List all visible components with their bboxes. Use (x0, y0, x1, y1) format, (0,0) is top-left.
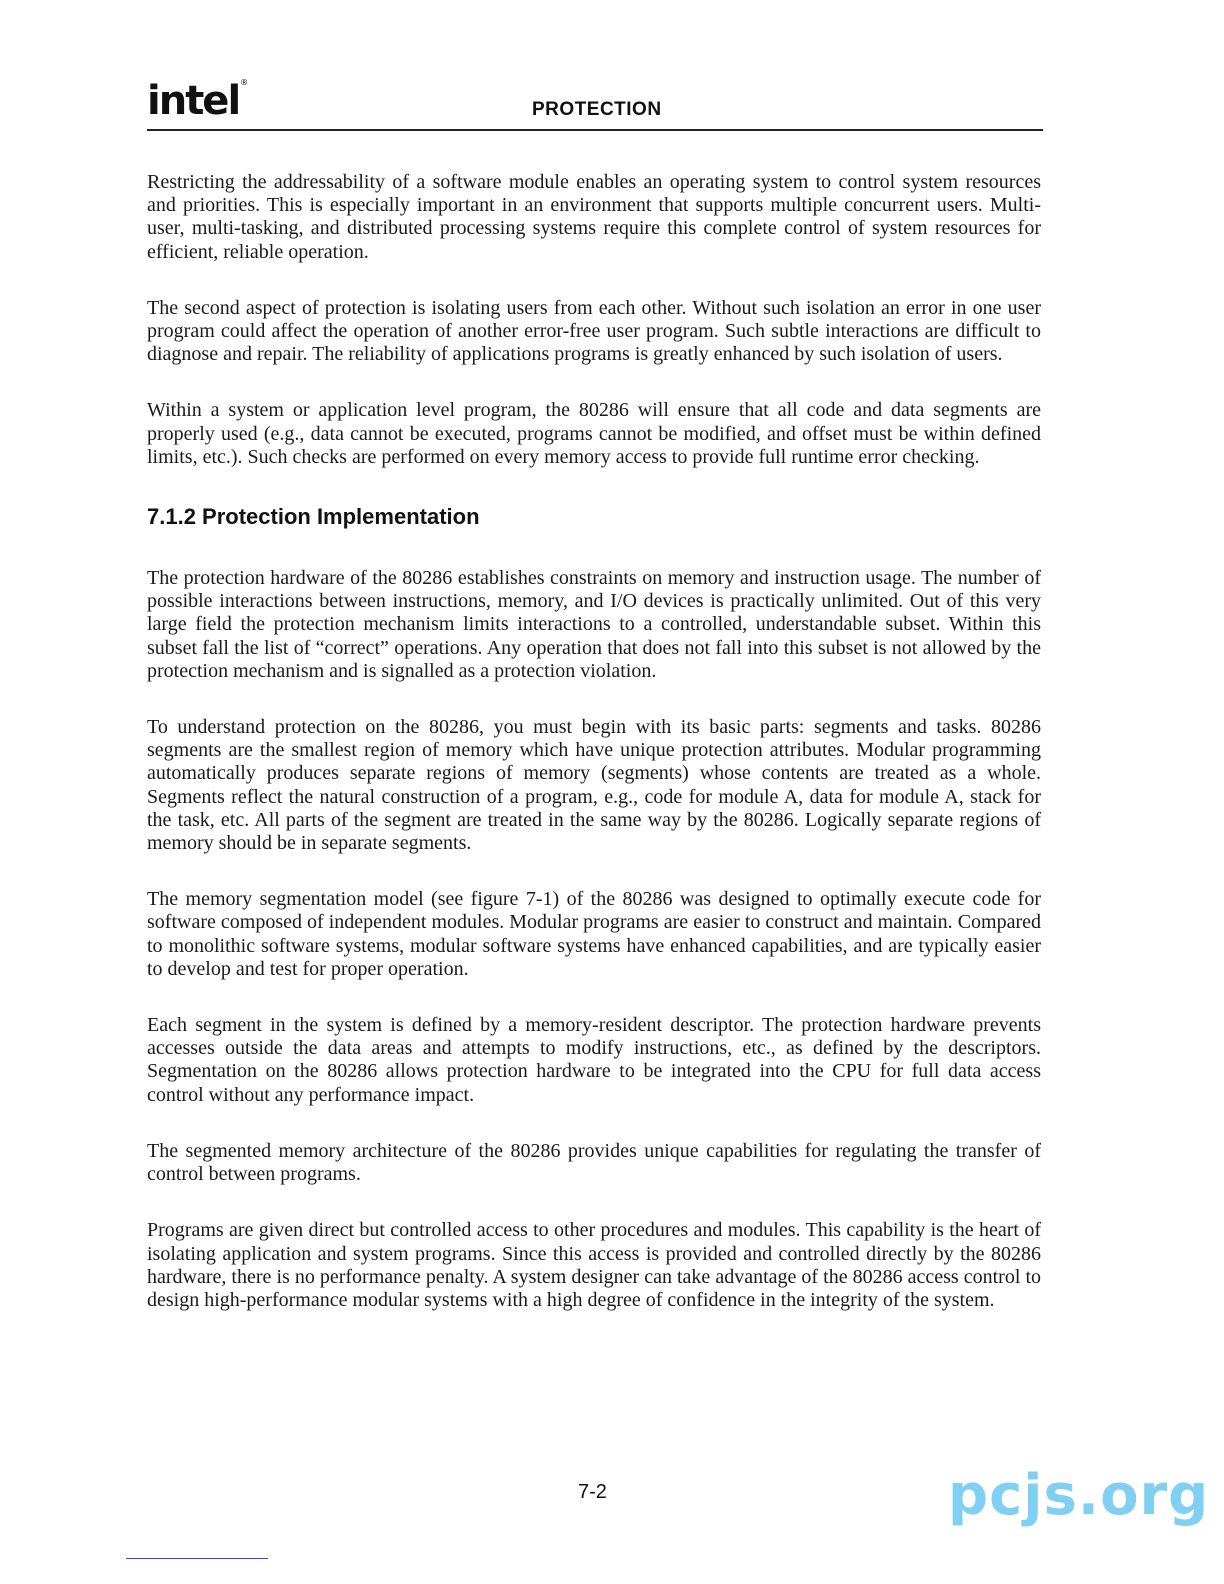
page-number: 7-2 (578, 1481, 607, 1503)
paragraph: The memory segmentation model (see figure 7-1) of the 80286 was designed to optimally execute code for software composed of independent modules. Modular programs are easier to construct and maintain. Compared to monolithic software systems, modular software systems have enhanced capabilities, and are typically easier to develop and test for proper operation. (147, 888, 1041, 980)
section-heading: 7.1.2 Protection Implementation (147, 504, 480, 530)
bottom-divider (126, 1558, 268, 1559)
paragraph: The protection hardware of the 80286 establishes constraints on memory and instruction usage. The number of possible interactions between instructions, memory, and I/O devices is practically unlimited. Out of this very large field the protection mechanism limits interactions to a controlled, understandable subset. Within this subset fall the list of “correct” operations. Any operation that does not fall into this subset is not allowed by the protection mechanism and is signalled as a protection violation. (147, 567, 1041, 682)
paragraph: Within a system or application level program, the 80286 will ensure that all code and data segments are properly used (e.g., data cannot be executed, programs cannot be modified, and offset must be within defined limits, etc.). Such checks are performed on every memory access to provide full runtime error checking. (147, 399, 1041, 468)
watermark: pcjs.org (948, 1463, 1210, 1528)
header-rule (147, 129, 1043, 131)
paragraph: Restricting the addressability of a software module enables an operating system to control system resources and priorities. This is especially important in an environment that supports multiple concurrent users. Multi-user, multi-tasking, and distributed processing systems require this complete control of system resources for efficient, reliable operation. (147, 171, 1041, 263)
registered-mark: ® (240, 78, 247, 87)
page-body (147, 171, 1041, 1345)
paragraph: Programs are given direct but controlled access to other procedures and modules. This capability is the heart of isolating application and system programs. Since this access is provided and controlled directly by the 80286 hardware, there is no performance penalty. A system designer can take advantage of the 80286 access control to design high-performance modular systems with a high degree of confidence in the integrity of the system. (147, 1219, 1041, 1311)
paragraph: The segmented memory architecture of the 80286 provides unique capabilities for regulating the transfer of control between programs. (147, 1139, 1041, 1186)
page-header-title: PROTECTION (532, 99, 662, 120)
intel-logo: intel® (147, 78, 247, 124)
paragraph: To understand protection on the 80286, you must begin with its basic parts: segments and tasks. 80286 segments are the smallest region of memory which have unique protection attributes. Modular programming automatically produces separate regions of memory (segments) whose contents are treated as a whole. Segments reflect the natural construction of a program, e.g., code for module A, data for module A, stack for the task, etc. All parts of the segment are treated in the same way by the 80286. Logically separate regions of memory should be in separate segments. (147, 716, 1041, 855)
paragraph: The second aspect of protection is isolating users from each other. Without such isolation an error in one user program could affect the operation of another error-free user program. Such subtle interactions are difficult to diagnose and repair. The reliability of applications programs is greatly enhanced by such isolation of users. (147, 296, 1041, 366)
paragraph: Each segment in the system is defined by a memory-resident descriptor. The protection hardware prevents accesses outside the data areas and attempts to modify instructions, etc., as defined by the descriptors. Segmentation on the 80286 allows protection hardware to be integrated into the CPU for full data access control without any performance impact. (147, 1014, 1041, 1106)
